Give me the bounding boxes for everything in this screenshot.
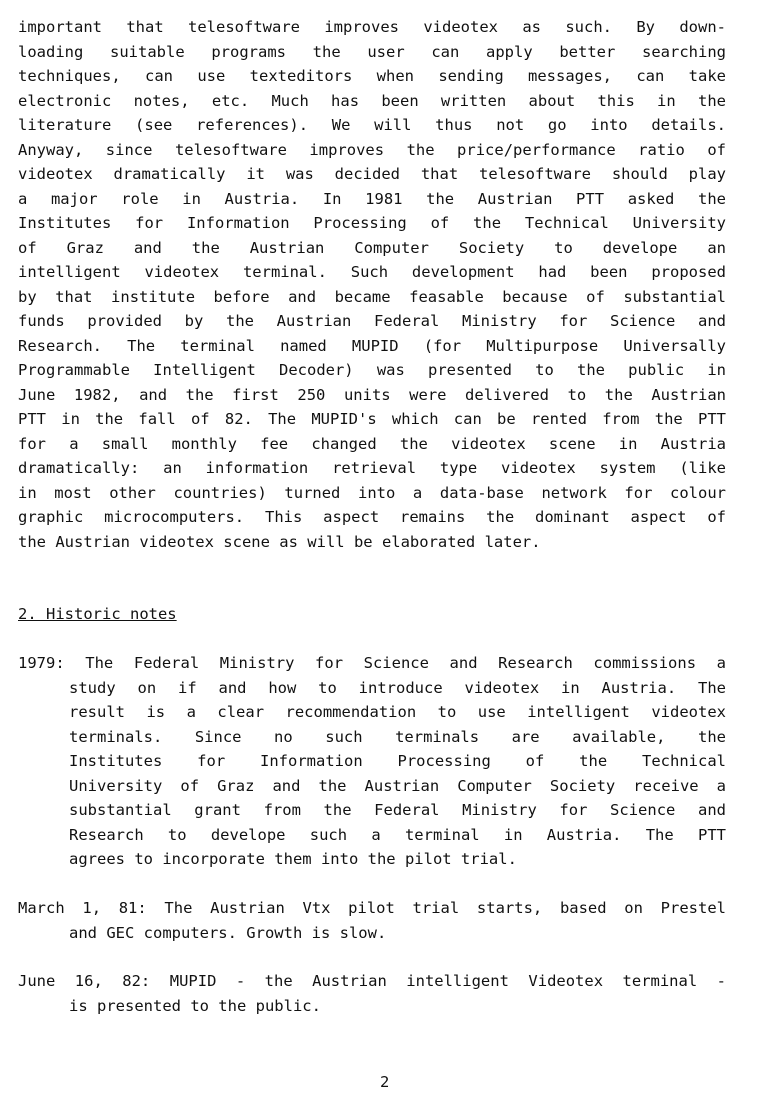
- entry-line: Research to develope such a terminal in Austria. The PTT: [69, 825, 726, 844]
- text-line: intelligent videotex terminal. Such development had been proposed: [18, 263, 726, 281]
- text-line: Anyway, since telesoftware improves the price/performance ratio of: [18, 140, 726, 159]
- entry-line: 1979: The Federal Ministry for Science and Research commissions a: [18, 654, 726, 672]
- text-line: for a small monthly fee changed the videotex scene in Austria: [18, 434, 726, 453]
- entry-line: terminals. Since no such terminals are available, the: [69, 727, 726, 746]
- entry-line: June 16, 82: MUPID - the Austrian intelligent Videotex terminal -: [18, 972, 726, 990]
- text-line: Institutes for Information Processing of the Technical University: [18, 214, 726, 232]
- history-entry-1982: [18, 969, 726, 1018]
- text-line: a major role in Austria. In 1981 the Austrian PTT asked the: [18, 189, 726, 208]
- text-line: PTT in the fall of 82. The MUPID's which can be rented from the PTT: [18, 410, 726, 428]
- text-line: the Austrian videotex scene as will be elaborated later.: [18, 532, 541, 551]
- entry-line: is presented to the public.: [69, 996, 321, 1015]
- text-line: literature (see references). We will thus not go into details.: [18, 116, 726, 134]
- entry-line: Institutes for Information Processing of the Technical: [69, 752, 726, 770]
- entry-line: agrees to incorporate them into the pilot trial.: [69, 850, 517, 868]
- text-line: Programmable Intelligent Decoder) was presented to the public in: [18, 361, 726, 379]
- history-entry-1979: [18, 651, 726, 872]
- intro-paragraph: [18, 15, 726, 554]
- text-line: by that institute before and became feasable because of substantial: [18, 287, 726, 306]
- text-line: loading suitable programs the user can apply better searching: [18, 42, 726, 61]
- entry-line: study on if and how to introduce videotex in Austria. The: [69, 678, 726, 697]
- entry-line: substantial grant from the Federal Ministry for Science and: [69, 801, 726, 819]
- entry-line: University of Graz and the Austrian Computer Society receive a: [69, 776, 726, 795]
- history-entry-1981: [18, 896, 726, 945]
- text-line: dramatically: an information retrieval type videotex system (like: [18, 459, 726, 477]
- text-line: important that telesoftware improves videotex as such. By down-: [18, 18, 726, 36]
- entry-line: March 1, 81: The Austrian Vtx pilot trial starts, based on Prestel: [18, 899, 726, 917]
- text-line: June 1982, and the first 250 units were delivered to the Austrian: [18, 385, 726, 404]
- text-line: in most other countries) turned into a data-base network for colour: [18, 483, 726, 502]
- text-line: of Graz and the Austrian Computer Society to develope an: [18, 238, 726, 257]
- text-line: funds provided by the Austrian Federal Ministry for Science and: [18, 312, 726, 330]
- text-line: videotex dramatically it was decided that telesoftware should play: [18, 165, 726, 183]
- section-heading: 2. Historic notes: [18, 605, 177, 623]
- page-number: 2: [380, 1073, 390, 1091]
- entry-line: result is a clear recommendation to use intelligent videotex: [69, 703, 726, 721]
- text-line: electronic notes, etc. Much has been written about this in the: [18, 91, 726, 110]
- text-line: Research. The terminal named MUPID (for Multipurpose Universally: [18, 336, 726, 355]
- text-line: techniques, can use texteditors when sending messages, can take: [18, 67, 726, 85]
- entry-line: and GEC computers. Growth is slow.: [69, 923, 387, 942]
- text-line: graphic microcomputers. This aspect remains the dominant aspect of: [18, 508, 726, 526]
